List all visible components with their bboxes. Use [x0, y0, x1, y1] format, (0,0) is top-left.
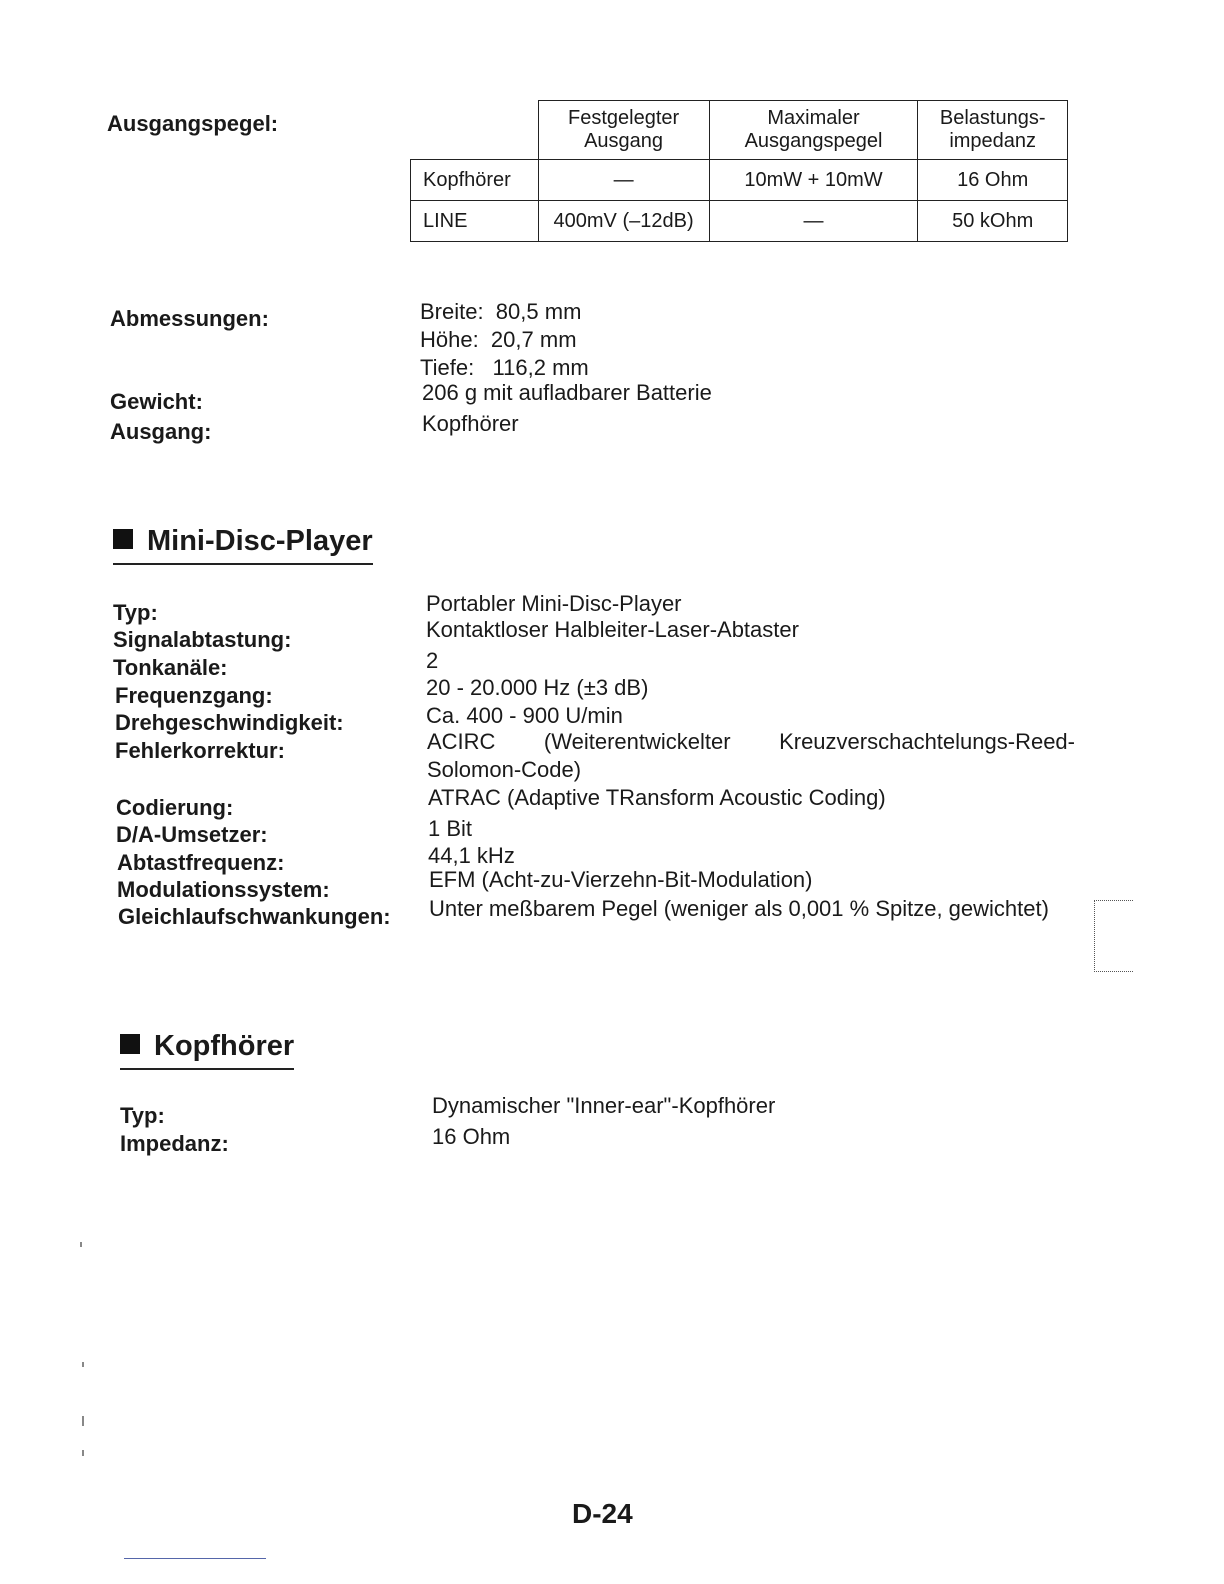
header-max-output: Maximaler Ausgangspegel [709, 101, 918, 160]
scan-speck [82, 1362, 84, 1367]
spec-label: Modulationssystem: [117, 877, 330, 902]
spec-label: Fehlerkorrektur: [115, 738, 285, 763]
square-bullet-icon [120, 1034, 140, 1054]
spec-label: Typ: [120, 1103, 165, 1128]
spec-value: 20 - 20.000 Hz (±3 dB) [426, 675, 649, 700]
dimensions-label: Abmessungen: [110, 306, 269, 331]
row-line-fixed: 400mV (–12dB) [538, 201, 709, 242]
row-headphones-name: Kopfhörer [411, 160, 539, 201]
output-level-table [410, 100, 1068, 242]
output-label: Ausgang: [110, 419, 212, 444]
headphones-section-title [120, 1029, 294, 1070]
square-bullet-icon [113, 529, 133, 549]
row-headphones-impedance: 16 Ohm [918, 160, 1068, 201]
spec-value: Unter meßbarem Pegel (weniger als 0,001 % Spitze, gewichtet) [429, 896, 1049, 921]
spec-label: Gleichlaufschwankungen: [118, 904, 391, 929]
output-level-label: Ausgangspegel: [107, 111, 279, 136]
header-load-impedance: Belastungs- impedanz [918, 101, 1068, 160]
table-row [411, 160, 1068, 201]
weight-value: 206 g mit aufladbarer Batterie [422, 380, 712, 405]
dimensions-height: Höhe: 20,7 mm [420, 327, 577, 352]
bottom-rule [124, 1558, 266, 1559]
dimensions-width: Breite: 80,5 mm [420, 299, 582, 324]
margin-bracket [1094, 900, 1133, 972]
scan-speck [82, 1416, 84, 1426]
table-row [411, 201, 1068, 242]
minidisc-title-text: Mini-Disc-Player [147, 525, 373, 557]
headphones-title-text: Kopfhörer [154, 1030, 295, 1062]
spec-label: Typ: [113, 600, 158, 625]
spec-value: ATRAC (Adaptive TRansform Acoustic Coding) [428, 785, 886, 810]
spec-label: D/A-Umsetzer: [116, 822, 268, 847]
spec-label: Tonkanäle: [113, 655, 228, 680]
minidisc-section-title [113, 524, 373, 565]
scan-speck [80, 1242, 82, 1247]
spec-value: 1 Bit [428, 816, 473, 841]
spec-value: ACIRC (Weiterentwickelter Kreuzverschachtelungs-Reed-Solomon-Code) [427, 729, 1075, 782]
page-number: D-24 [572, 1498, 633, 1529]
spec-label: Abtastfrequenz: [117, 850, 285, 875]
spec-label: Drehgeschwindigkeit: [115, 710, 344, 735]
row-line-max: — [709, 201, 918, 242]
spec-value: Ca. 400 - 900 U/min [426, 703, 623, 728]
dimensions-depth: Tiefe: 116,2 mm [420, 355, 589, 380]
spec-value: EFM (Acht-zu-Vierzehn-Bit-Modulation) [429, 867, 813, 892]
spec-value: Dynamischer "Inner-ear"-Kopfhörer [432, 1093, 776, 1118]
spec-value: 44,1 kHz [428, 843, 515, 868]
row-headphones-fixed: — [538, 160, 709, 201]
row-line-name: LINE [411, 201, 539, 242]
header-fixed-output: Festgelegter Ausgang [538, 101, 709, 160]
spec-label: Codierung: [116, 795, 234, 820]
output-value: Kopfhörer [422, 411, 519, 436]
weight-label: Gewicht: [110, 389, 203, 414]
spec-label: Frequenzgang: [115, 683, 273, 708]
spec-label: Impedanz: [120, 1131, 229, 1156]
spec-value: 16 Ohm [432, 1124, 511, 1149]
table-corner-cell [411, 101, 539, 160]
spec-value: 2 [426, 648, 439, 673]
row-line-impedance: 50 kOhm [918, 201, 1068, 242]
spec-value: Portabler Mini-Disc-Player [426, 591, 682, 616]
row-headphones-max: 10mW + 10mW [709, 160, 918, 201]
spec-label: Signalabtastung: [113, 627, 292, 652]
scan-speck [82, 1450, 84, 1456]
spec-value: Kontaktloser Halbleiter-Laser-Abtaster [426, 617, 799, 642]
